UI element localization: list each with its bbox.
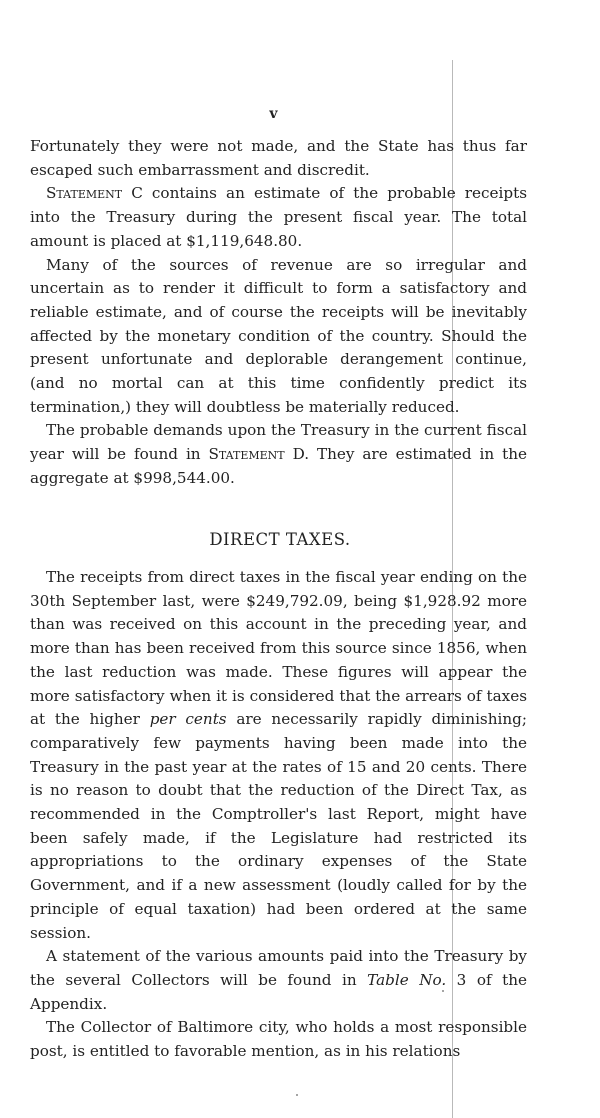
paragraph-text: A statement of the various amounts paid into the Treasury by the several Collectors will be found in bbox=[30, 947, 527, 989]
scan-speck bbox=[296, 1094, 298, 1096]
paragraph bbox=[30, 419, 527, 490]
paragraph bbox=[30, 566, 527, 945]
page-number: v bbox=[269, 106, 279, 122]
paragraph bbox=[30, 945, 527, 1016]
statement-label: Statement bbox=[46, 184, 123, 203]
italic-text: per cents bbox=[149, 710, 227, 729]
body-text-bottom bbox=[30, 566, 527, 1064]
paragraph-text: The receipts from direct taxes in the fiscal year ending on the 30th September last, were $249,792.09, being $1,928.92 more than was received on this account in the preceding year, and more than has been received from this source since 1856, when the last reduction was made. These figures will appear the more satisfactory when it is considered that the arrears of taxes at the higher bbox=[30, 568, 527, 729]
paragraph-text: The probable demands upon the Treasury in the current fiscal year will be found in bbox=[30, 421, 527, 464]
paragraph-text: C contains an estimate of the probable receipts into the Treasury during the present fiscal year. The total amount is placed at $1,119,648.80. bbox=[30, 184, 527, 250]
italic-text: Table No. bbox=[367, 970, 447, 989]
paragraph-text: D. They are estimated in the aggregate at $998,544.00. bbox=[30, 445, 528, 487]
paragraph: Fortunately they were not made, and the State has thus far escaped such embarrassment and discredit. bbox=[30, 137, 527, 179]
section-heading: DIRECT TAXES. bbox=[209, 530, 351, 549]
paragraph: Many of the sources of revenue are so irregular and uncertain as to render it difficult to form a satisfactory and reliable estimate, and of course the receipts will be inevitably affected by the monetary condition of the country. Should the present unfortunate and deplorable derangement continue, (and no mortal can at this time confidently predict its termination,) they will doubtless be materially reduced. bbox=[30, 255, 527, 416]
paragraph-text: are necessarily rapidly diminishing; comparatively few payments having been made into the Treasury in the past year at the rates of 15 and 20 cents. There is no reason to doubt that the reduction of the Direct Tax, as recommended in the Comptroller's last Report, might have been safely made, if the Legislature had restricted its appropriations to the ordinary expenses of the State Government, and if a new assessment (loudly called for by the principle of equal taxation) had been ordered at the same session. bbox=[30, 710, 527, 942]
paragraph-text: 3 of the Appendix. bbox=[30, 970, 527, 1013]
paragraph: The Collector of Baltimore city, who holds a most responsible post, is entitled to favorable mention, as in his relations bbox=[30, 1018, 527, 1061]
body-text-top bbox=[30, 135, 527, 491]
paragraph bbox=[30, 182, 527, 253]
statement-label: Statement bbox=[208, 445, 285, 464]
